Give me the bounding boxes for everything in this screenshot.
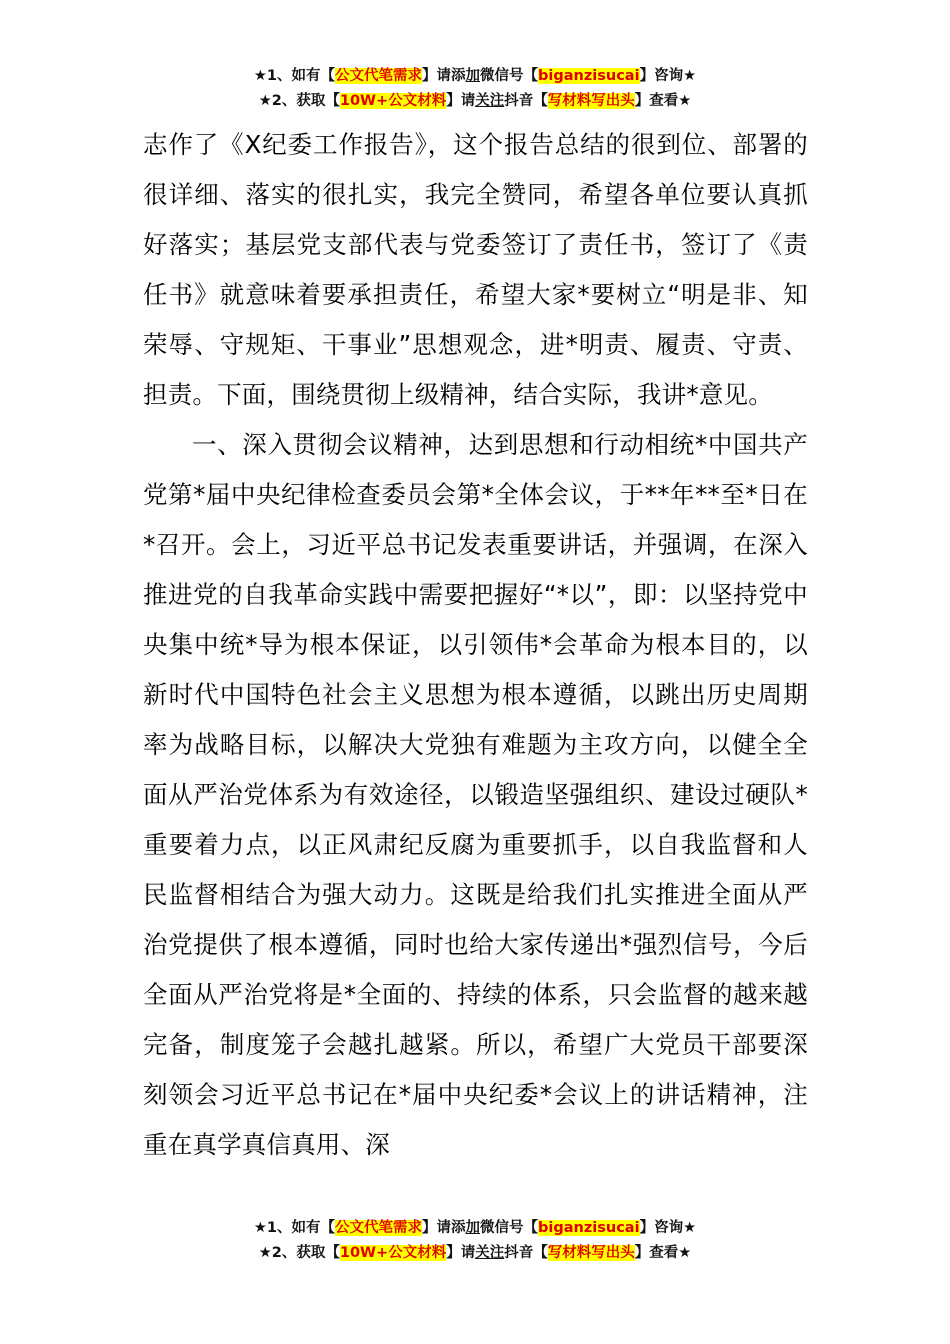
banner-text: 】咨询★	[639, 68, 697, 84]
banner-highlight: 写材料写出头	[547, 1245, 635, 1261]
banner-text: 】请添	[422, 1220, 466, 1236]
banner-text: 抖音【	[504, 1245, 548, 1261]
banner-highlight: 10W+公文材料	[339, 93, 447, 109]
banner-highlight: 写材料写出头	[547, 93, 635, 109]
paragraph-2: 一、深入贯彻会议精神，达到思想和行动相统*中国共产党第*届中央纪律检查委员会第*全体会议，于**年**至*日在*召开。会上，习近平总书记发表重要讲话，并强调，在深入推进党的自我革命实践中需要把握好“*以”，即：以坚持党中央集中统*导为根本保证，以引领伟*会革命为根本目的，以新时代中国特色社会主义思想为根本遵循，以跳出历史周期率为战略目标，以解决大党独有难题为主攻方向，以健全全面从严治党体系为有效途径，以锻造坚强组织、建设过硬队*重要着力点，以正风肃纪反腐为重要抓手，以自我监督和人民监督相结合为强大动力。这既是给我们扎实推进全面从严治党提供了根本遵循，同时也给大家传递出*强烈信号，今后全面从严治党将是*全面的、持续的体系，只会监督的越来越完备，制度笼子会越扎越紧。所以，希望广大党员干部要深刻领会习近平总书记在*届中央纪委*会议上的讲话精神，注重在真学真信真用、深	[143, 430, 808, 1159]
banner-line-1	[0, 64, 950, 89]
banner-text: 微信号【	[480, 68, 539, 84]
banner-line-2	[0, 1241, 950, 1266]
banner-underline: 加	[465, 1220, 481, 1236]
banner-text: ★1、如有【	[253, 68, 336, 84]
banner-highlight: 公文代笔需求	[335, 68, 423, 84]
banner-line-2	[0, 89, 950, 114]
banner-underline: 加	[465, 68, 481, 84]
bottom-banner	[0, 1216, 950, 1266]
banner-line-1	[0, 1216, 950, 1241]
banner-highlight: 10W+公文材料	[339, 1245, 447, 1261]
banner-text: 微信号【	[480, 1220, 539, 1236]
banner-text: 】请添	[422, 68, 466, 84]
banner-text: 抖音【	[504, 93, 548, 109]
banner-underline: 关注	[475, 1245, 505, 1261]
banner-text: 】咨询★	[639, 1220, 697, 1236]
paragraph-1: 志作了《X纪委工作报告》，这个报告总结的很到位、部署的很详细、落实的很扎实，我完全赞同，希望各单位要认真抓好落实；基层党支部代表与党委签订了责任书，签订了《责任书》就意味着要承担责任，希望大家*要树立“明是非、知荣辱、守规矩、干事业”思想观念，进*明责、履责、守责、担责。下面，围绕贯彻上级精神，结合实际，我讲*意见。	[143, 130, 808, 409]
banner-text: 】查看★	[634, 1245, 692, 1261]
banner-highlight: 公文代笔需求	[335, 1220, 423, 1236]
banner-text: 】请	[446, 1245, 476, 1261]
banner-highlight: biganzisucai	[538, 1220, 640, 1236]
banner-text: ★1、如有【	[253, 1220, 336, 1236]
banner-text: 】查看★	[634, 93, 692, 109]
banner-highlight: biganzisucai	[538, 68, 640, 84]
document-body	[143, 120, 808, 1170]
banner-text: ★2、获取【	[258, 93, 340, 109]
banner-underline: 关注	[475, 93, 505, 109]
top-banner	[0, 64, 950, 114]
banner-text: ★2、获取【	[258, 1245, 340, 1261]
banner-text: 】请	[446, 93, 476, 109]
